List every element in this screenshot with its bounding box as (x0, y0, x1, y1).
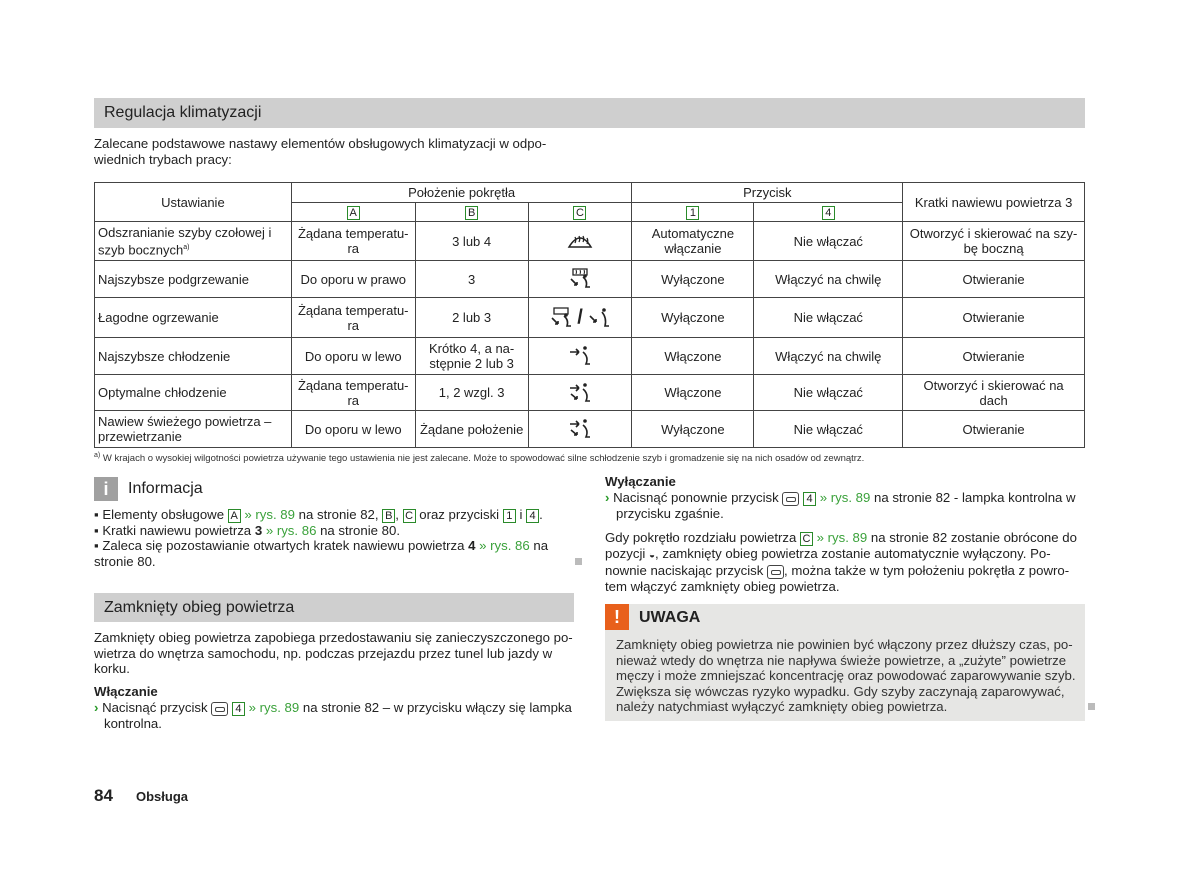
icon-separator: / (577, 306, 583, 328)
header-knob-a: A (291, 203, 415, 222)
windshield-feet-airflow-icon (567, 267, 593, 291)
list-item: ▪ Kratki nawiewu powietrza 3 » rys. 86 na stronie 80. (94, 522, 400, 538)
header-knob-position: Położenie pokrętła (291, 183, 632, 203)
end-marker (1088, 703, 1095, 710)
off-heading: Wyłączanie (605, 474, 676, 489)
off-instruction: › Nacisnąć ponownie przycisk 4 » rys. 89 na stronie 82 - lampka kontrolna w przycisku zgaśnie. (605, 490, 1076, 521)
page-number: 84 (94, 786, 113, 805)
info-list (94, 507, 548, 569)
header-knob-c: C (528, 203, 632, 222)
link-fig86[interactable]: » rys. 86 (265, 522, 317, 538)
header-setting: Ustawianie (95, 183, 292, 222)
header-button-1: 1 (632, 203, 754, 222)
intro-paragraph: Zalecane podstawowe nastawy elementów obsługowych klimatyzacji w odpo- wiednich trybach pracy: (94, 136, 547, 167)
header-button: Przycisk (632, 183, 903, 203)
windshield-feet-airflow-icon (548, 306, 574, 330)
recirculation-paragraph: Zamknięty obieg powietrza zapobiega przedostawaniu się zanieczyszczonego po- wietrza do wnętrza samochodu, np. podczas przejazdu przez tunel lub jazdy w korku. (94, 630, 573, 676)
header-knob-b: B (415, 203, 528, 222)
climate-settings-table (94, 182, 1085, 448)
link-fig89[interactable]: » rys. 89 (244, 507, 295, 522)
knob-paragraph: Gdy pokrętło rozdziału powietrza C » rys. 89 na stronie 82 zostanie obrócone do pozycji ◒, zamknięty obieg powietrza zostanie automatycznie wyłączony. Po- nownie naciskając przycisk , można także w tym położeniu pokrętła z powro- tem włączyć zamknięty obieg powietrza. (605, 530, 1077, 594)
table-row: Nawiew świeżego powietrza – przewietrzanie Do oporu w lewo Żądane położenie Wyłączone Nie włączać Otwieranie (95, 411, 1085, 448)
section-header-recirculation (94, 593, 574, 622)
info-title: Informacja (128, 480, 203, 497)
end-marker (575, 558, 582, 565)
table-row: Optymalne chłodzenie Żądana temperatu- ra 1, 2 wzgl. 3 Włączone Nie włączać Otworzyć i skierować na dach (95, 375, 1085, 411)
section-header-climate (94, 98, 1085, 128)
table-row: Odszranianie szyby czołowej i szyb bocznych$^{a)}$ Żądana temperatu- ra 3 lub 4 Automatyczne włączanie Nie włączać Otworzyć i skierować na szy- bę boczną (95, 222, 1085, 261)
link-fig86[interactable]: » rys. 86 (479, 538, 530, 554)
on-instruction: › Nacisnąć przycisk 4 » rys. 89 na stronie 82 – w przycisku włączy się lampka kontrolna. (94, 700, 572, 731)
recirculation-button-icon (211, 702, 228, 716)
table-row: Łagodne ogrzewanie Żądana temperatu- ra 2 lub 3 / Wyłączone Nie włączać Otwieranie (95, 298, 1085, 338)
warning-text: Zamknięty obieg powietrza nie powinien być włączony przez dłuższy czas, po- nieważ wtedy do wnętrza nie napływa świeże powietrze, a „zużyte” powietrze męczy i może zmniejszać koncentrację oraz powodować zaparowywanie szyb. Zwiększa się wówczas ryzyko wypadku. Gdy szyby zaczynają zaparowywać, należy natychmiast wyłączyć zamknięty obieg powietrza. (616, 637, 1076, 714)
feet-airflow-icon (586, 306, 612, 330)
face-airflow-icon (567, 344, 593, 368)
warning-box (605, 604, 1085, 721)
on-heading: Włączanie (94, 684, 158, 699)
link-fig89[interactable]: » rys. 89 (816, 530, 868, 545)
warning-icon: ! (605, 604, 629, 630)
section-title: Regulacja klimatyzacji (104, 104, 262, 121)
table-row: Najszybsze chłodzenie Do oporu w lewo Krótko 4, a na- stępnie 2 lub 3 Włączone Włączyć na chwilę Otwieranie (95, 338, 1085, 375)
list-item: ▪ Elementy obsługowe A » rys. 89 na stronie 82, B , C oraz przyciski 1 i 4 . (94, 507, 543, 522)
link-fig89[interactable]: » rys. 89 (248, 700, 300, 715)
table-row: Najszybsze podgrzewanie Do oporu w prawo 3 Wyłączone Włączyć na chwilę Otwieranie (95, 261, 1085, 298)
defrost-icon (566, 231, 594, 251)
list-item: ▪ Zaleca się pozostawianie otwartych kratek nawiewu powietrza 4 » rys. 86 na stronie 80. (94, 538, 549, 569)
defrost-icon: ◒ (648, 549, 656, 561)
recirculation-button-icon (782, 492, 799, 506)
section-title: Zamknięty obieg powietrza (104, 599, 295, 616)
warning-title: UWAGA (639, 609, 701, 626)
footer-section-name: Obsługa (136, 789, 189, 804)
link-fig89[interactable]: » rys. 89 (819, 490, 871, 505)
table-footnote: $^{a)}$ W krajach o wysokiej wilgotności powietrza używanie tego ustawienia nie jest zalecane. Może to spowodować silne schłodzenie szyb i gromadzenie się na nich osadów od zewnątrz. (94, 452, 865, 465)
header-vents: Kratki nawiewu powietrza 3 (903, 183, 1085, 222)
face-feet-airflow-icon (567, 417, 593, 441)
face-feet-airflow-icon (567, 381, 593, 405)
header-button-4: 4 (754, 203, 903, 222)
info-icon: i (94, 477, 118, 501)
recirculation-button-icon (767, 565, 784, 579)
